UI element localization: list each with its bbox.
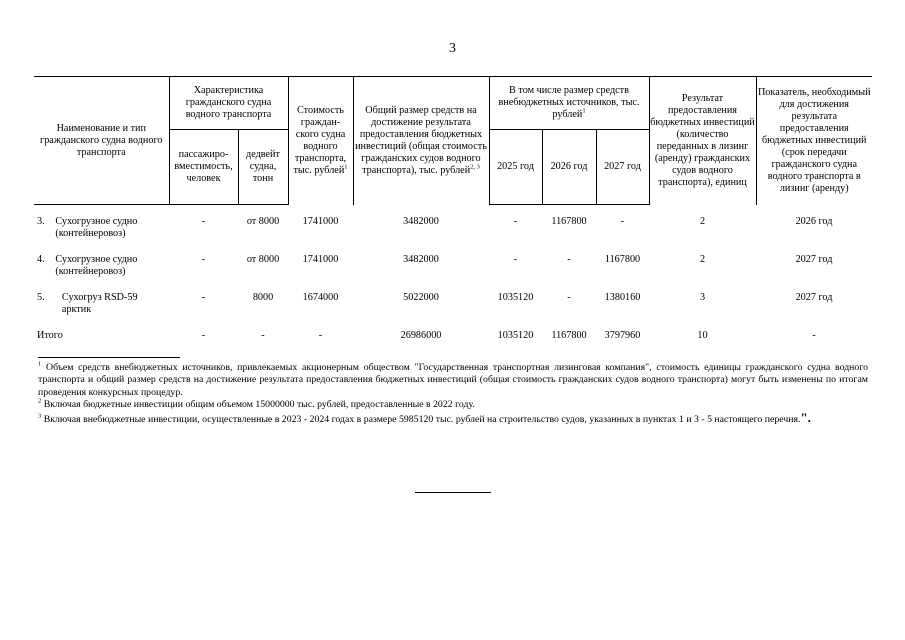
total-2025: 1035120 — [497, 330, 534, 341]
row-number: 4. — [37, 254, 45, 265]
footnote-2 — [38, 399, 868, 411]
table-row — [34, 254, 872, 292]
table-row — [34, 292, 872, 330]
footnote-3 — [38, 409, 868, 426]
cell-2027: 1380160 — [604, 292, 641, 303]
total-cost: - — [318, 330, 323, 341]
cell-2026: - — [567, 292, 571, 303]
total-deadweight: - — [261, 330, 265, 341]
header-result: Результат предоставления бюджетных инвестиций (количество переданных в лизинг (аренду) гражданских судов водного транспорта), единиц — [649, 77, 756, 205]
total-passenger: - — [201, 330, 206, 341]
footnote-text: Включая бюджетные инвестиции общим объемом 15000000 тыс. рублей, предоставленные в 2022 году. — [43, 399, 475, 411]
cell-result: 2 — [699, 216, 706, 227]
total-2026: 1167800 — [551, 330, 587, 341]
end-separator — [415, 492, 491, 493]
cell-deadline: 2027 год — [795, 254, 833, 265]
total-result: 10 — [697, 330, 708, 341]
cell-passenger: - — [201, 292, 206, 303]
footnotes — [38, 362, 868, 426]
total-total: 26986000 — [400, 330, 442, 341]
vessel-name: Сухогруз RSD-59 арктик — [61, 292, 138, 315]
cell-deadweight: 8000 — [252, 292, 274, 303]
footnote-ref-1b: 1 — [582, 107, 586, 115]
footnote-1 — [38, 362, 868, 399]
cell-2027: 1167800 — [604, 254, 641, 265]
cell-result: 2 — [699, 254, 706, 265]
footnote-mark: 1 — [38, 360, 42, 368]
vessel-table — [34, 76, 872, 346]
cell-total: 5022000 — [403, 292, 439, 303]
header-name-type: Наименование и тип гражданского судна водного транспорта — [34, 77, 169, 205]
closing-quote: ". — [800, 409, 811, 425]
table-row — [34, 216, 872, 254]
cell-deadweight: от 8000 — [246, 254, 280, 265]
cell-cost: 1741000 — [302, 254, 339, 265]
header-year-2025: 2025 год — [489, 130, 542, 205]
row-number: 3. — [37, 216, 45, 227]
page-number: 3 — [449, 41, 456, 56]
footnote-mark: 3 — [38, 412, 42, 420]
cell-deadline: 2026 год — [795, 216, 833, 227]
cell-cost: 1674000 — [302, 292, 339, 303]
footnote-text: Включая внебюджетные инвестиции, осуществленные в 2023 - 2024 годах в размере 5985120 тыс. рублей на строительство судов, указанных в пунктах 1 и 3 - 5 настоящего перечня. — [43, 413, 801, 425]
cell-deadline: 2027 год — [795, 292, 833, 303]
cell-deadweight: от 8000 — [246, 216, 280, 227]
total-label: Итого — [37, 330, 63, 341]
cell-passenger: - — [201, 254, 206, 265]
footnote-text: Объем средств внебюджетных источников, привлекаемых акционерным обществом "Государственная транспортная лизинговая компания", стоимость единицы гражданского судна водного транспорта и общий размер средств на достижение результата предоставления бюджетных инвестиций (общая стоимость гражданских судов водного транспорта) могут быть изменены по итогам проведения конкурсных процедур. — [38, 362, 868, 398]
cell-passenger: - — [201, 216, 206, 227]
header-passenger-capacity: пассажиро- вместимость, человек — [169, 130, 238, 205]
cell-cost: 1741000 — [302, 216, 339, 227]
header-indicator: Показатель, необходимый для достижения результата предоставления бюджетных инвестиций (срок передачи гражданского судна водного транспорта в лизинг (аренду) — [756, 77, 872, 205]
cell-total: 3482000 — [403, 254, 439, 265]
footnote-ref-2-3: 2, 3 — [470, 163, 480, 171]
header-extra-budget: В том числе размер средств внебюджетных источников, тыс. рублей$^1$ — [489, 77, 649, 130]
header-characteristics: Характеристика гражданского судна водного транспорта — [169, 77, 288, 130]
cell-2025: 1035120 — [497, 292, 534, 303]
cell-result: 3 — [699, 292, 706, 303]
spacer-row — [34, 205, 872, 217]
total-deadline: - — [812, 330, 816, 341]
header-row-top — [34, 77, 872, 130]
vessel-name: Сухогрузное судно (контейнеровоз) — [55, 254, 138, 277]
footnote-separator — [38, 357, 180, 358]
cell-2027: - — [620, 216, 625, 227]
header-cost: Стоимость граждан- ского судна водного транспорта, тыс. рублей$^1$ — [288, 77, 353, 205]
cell-2026: 1167800 — [551, 216, 587, 227]
row-number: 5. — [37, 292, 45, 303]
vessel-name: Сухогрузное судно (контейнеровоз) — [55, 216, 138, 239]
cell-2026: - — [567, 254, 571, 265]
header-total-funds: Общий размер средств на достижение результата предоставления бюджетных инвестиций (общая стоимость гражданских судов водного транспорта), тыс. рублей$^{2, 3}$ — [353, 77, 489, 205]
header-year-2026: 2026 год — [542, 130, 596, 205]
total-2027: 3797960 — [604, 330, 641, 341]
footnote-mark: 2 — [38, 397, 42, 405]
header-deadweight: дедвейт судна, тонн — [238, 130, 288, 205]
cell-total: 3482000 — [403, 216, 439, 227]
total-row — [34, 330, 872, 346]
header-year-2027: 2027 год — [596, 130, 649, 205]
cell-2025: - — [513, 254, 518, 265]
footnote-ref-1: 1 — [344, 163, 348, 171]
cell-2025: - — [513, 216, 518, 227]
